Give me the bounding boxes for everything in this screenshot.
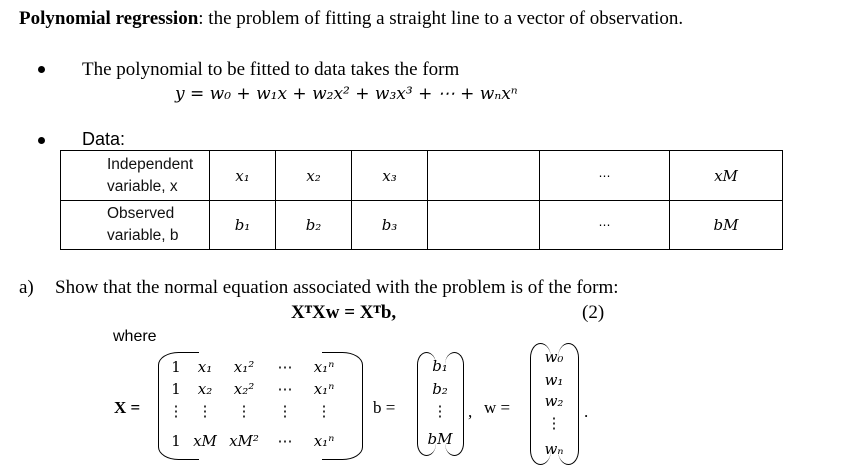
matrix-cell: x₁ⁿ: [313, 380, 335, 398]
matrix-cell: ⋮: [168, 402, 184, 420]
bullet1-text: The polynomial to be fitted to data takes the form: [82, 59, 460, 80]
question-text: Show that the normal equation associated with the problem is of the form:: [55, 277, 619, 298]
table-cell: x₁: [210, 151, 276, 201]
matrix-cell: ⋮: [316, 402, 332, 420]
matrix-cell: ⋮: [277, 402, 293, 420]
matrix-cell: ⋮: [236, 402, 252, 420]
table-cell: xM: [670, 151, 783, 201]
vector-b-suffix: ,: [468, 402, 473, 421]
heading: [19, 8, 683, 30]
table-cell: b₂: [276, 201, 352, 250]
matrix-cell: xM²: [229, 432, 259, 450]
table-cell: [428, 201, 540, 250]
matrix-cell: 1: [171, 380, 181, 398]
matrix-cell: x₂²: [233, 380, 255, 398]
data-label: Data:: [82, 129, 126, 149]
vector-entry: ⋮: [546, 414, 562, 432]
table-cell: ⋯: [540, 201, 670, 250]
vector-entry: w₁: [544, 371, 564, 389]
data-table: [60, 150, 783, 250]
table-cell: b₃: [352, 201, 428, 250]
vector-b-label: b =: [373, 398, 396, 417]
bullet-icon: [38, 66, 45, 73]
heading-rest: : the problem of fitting a straight line to a vector of observation.: [198, 8, 684, 29]
table-cell: bM: [670, 201, 783, 250]
matrix-cell: 1: [171, 358, 181, 376]
matrix-cell: ⋮: [197, 402, 213, 420]
vector-entry: w₀: [544, 348, 564, 366]
matrix-cell: ⋯: [277, 432, 293, 450]
matrix-cell: 1: [171, 432, 181, 450]
vector-entry: bM: [427, 430, 453, 448]
table-row: [61, 201, 783, 250]
vector-entry: w₂: [544, 392, 564, 410]
row-label: Independent variable, x: [61, 151, 210, 201]
vector-entry: wₙ: [544, 440, 564, 458]
bullet-icon: [38, 137, 45, 144]
table-cell: [428, 151, 540, 201]
table-cell: b₁: [210, 201, 276, 250]
matrix-cell: x₁: [197, 358, 213, 376]
matrix-x-label: X =: [114, 398, 141, 417]
where-label: where: [113, 328, 157, 345]
matrix-cell: x₁ⁿ: [313, 432, 335, 450]
normal-equation: XᵀXw = Xᵀb,: [291, 302, 397, 323]
table-cell: ⋯: [540, 151, 670, 201]
table-cell: x₂: [276, 151, 352, 201]
vector-entry: b₂: [432, 380, 448, 398]
matrix-cell: ⋯: [277, 380, 293, 398]
heading-bold: Polynomial regression: [19, 8, 199, 29]
matrix-cell: xM: [193, 432, 217, 450]
vector-entry: b₁: [432, 357, 448, 375]
row-label: Observed variable, b: [61, 201, 210, 250]
vector-entry: ⋮: [432, 402, 448, 420]
matrix-cell: ⋯: [277, 358, 293, 376]
table-cell: x₃: [352, 151, 428, 201]
polynomial-equation: y = w₀ + w₁x + w₂x² + w₃x³ + ⋯ + wₙxⁿ: [175, 84, 518, 104]
equation-number: (2): [582, 302, 605, 323]
question-marker: a): [19, 277, 34, 298]
vector-w-label: w =: [484, 398, 511, 417]
table-row: [61, 151, 783, 201]
matrix-cell: x₁ⁿ: [313, 358, 335, 376]
matrix-cell: x₂: [197, 380, 213, 398]
vector-w-suffix: .: [584, 402, 589, 421]
matrix-cell: x₁²: [233, 358, 255, 376]
